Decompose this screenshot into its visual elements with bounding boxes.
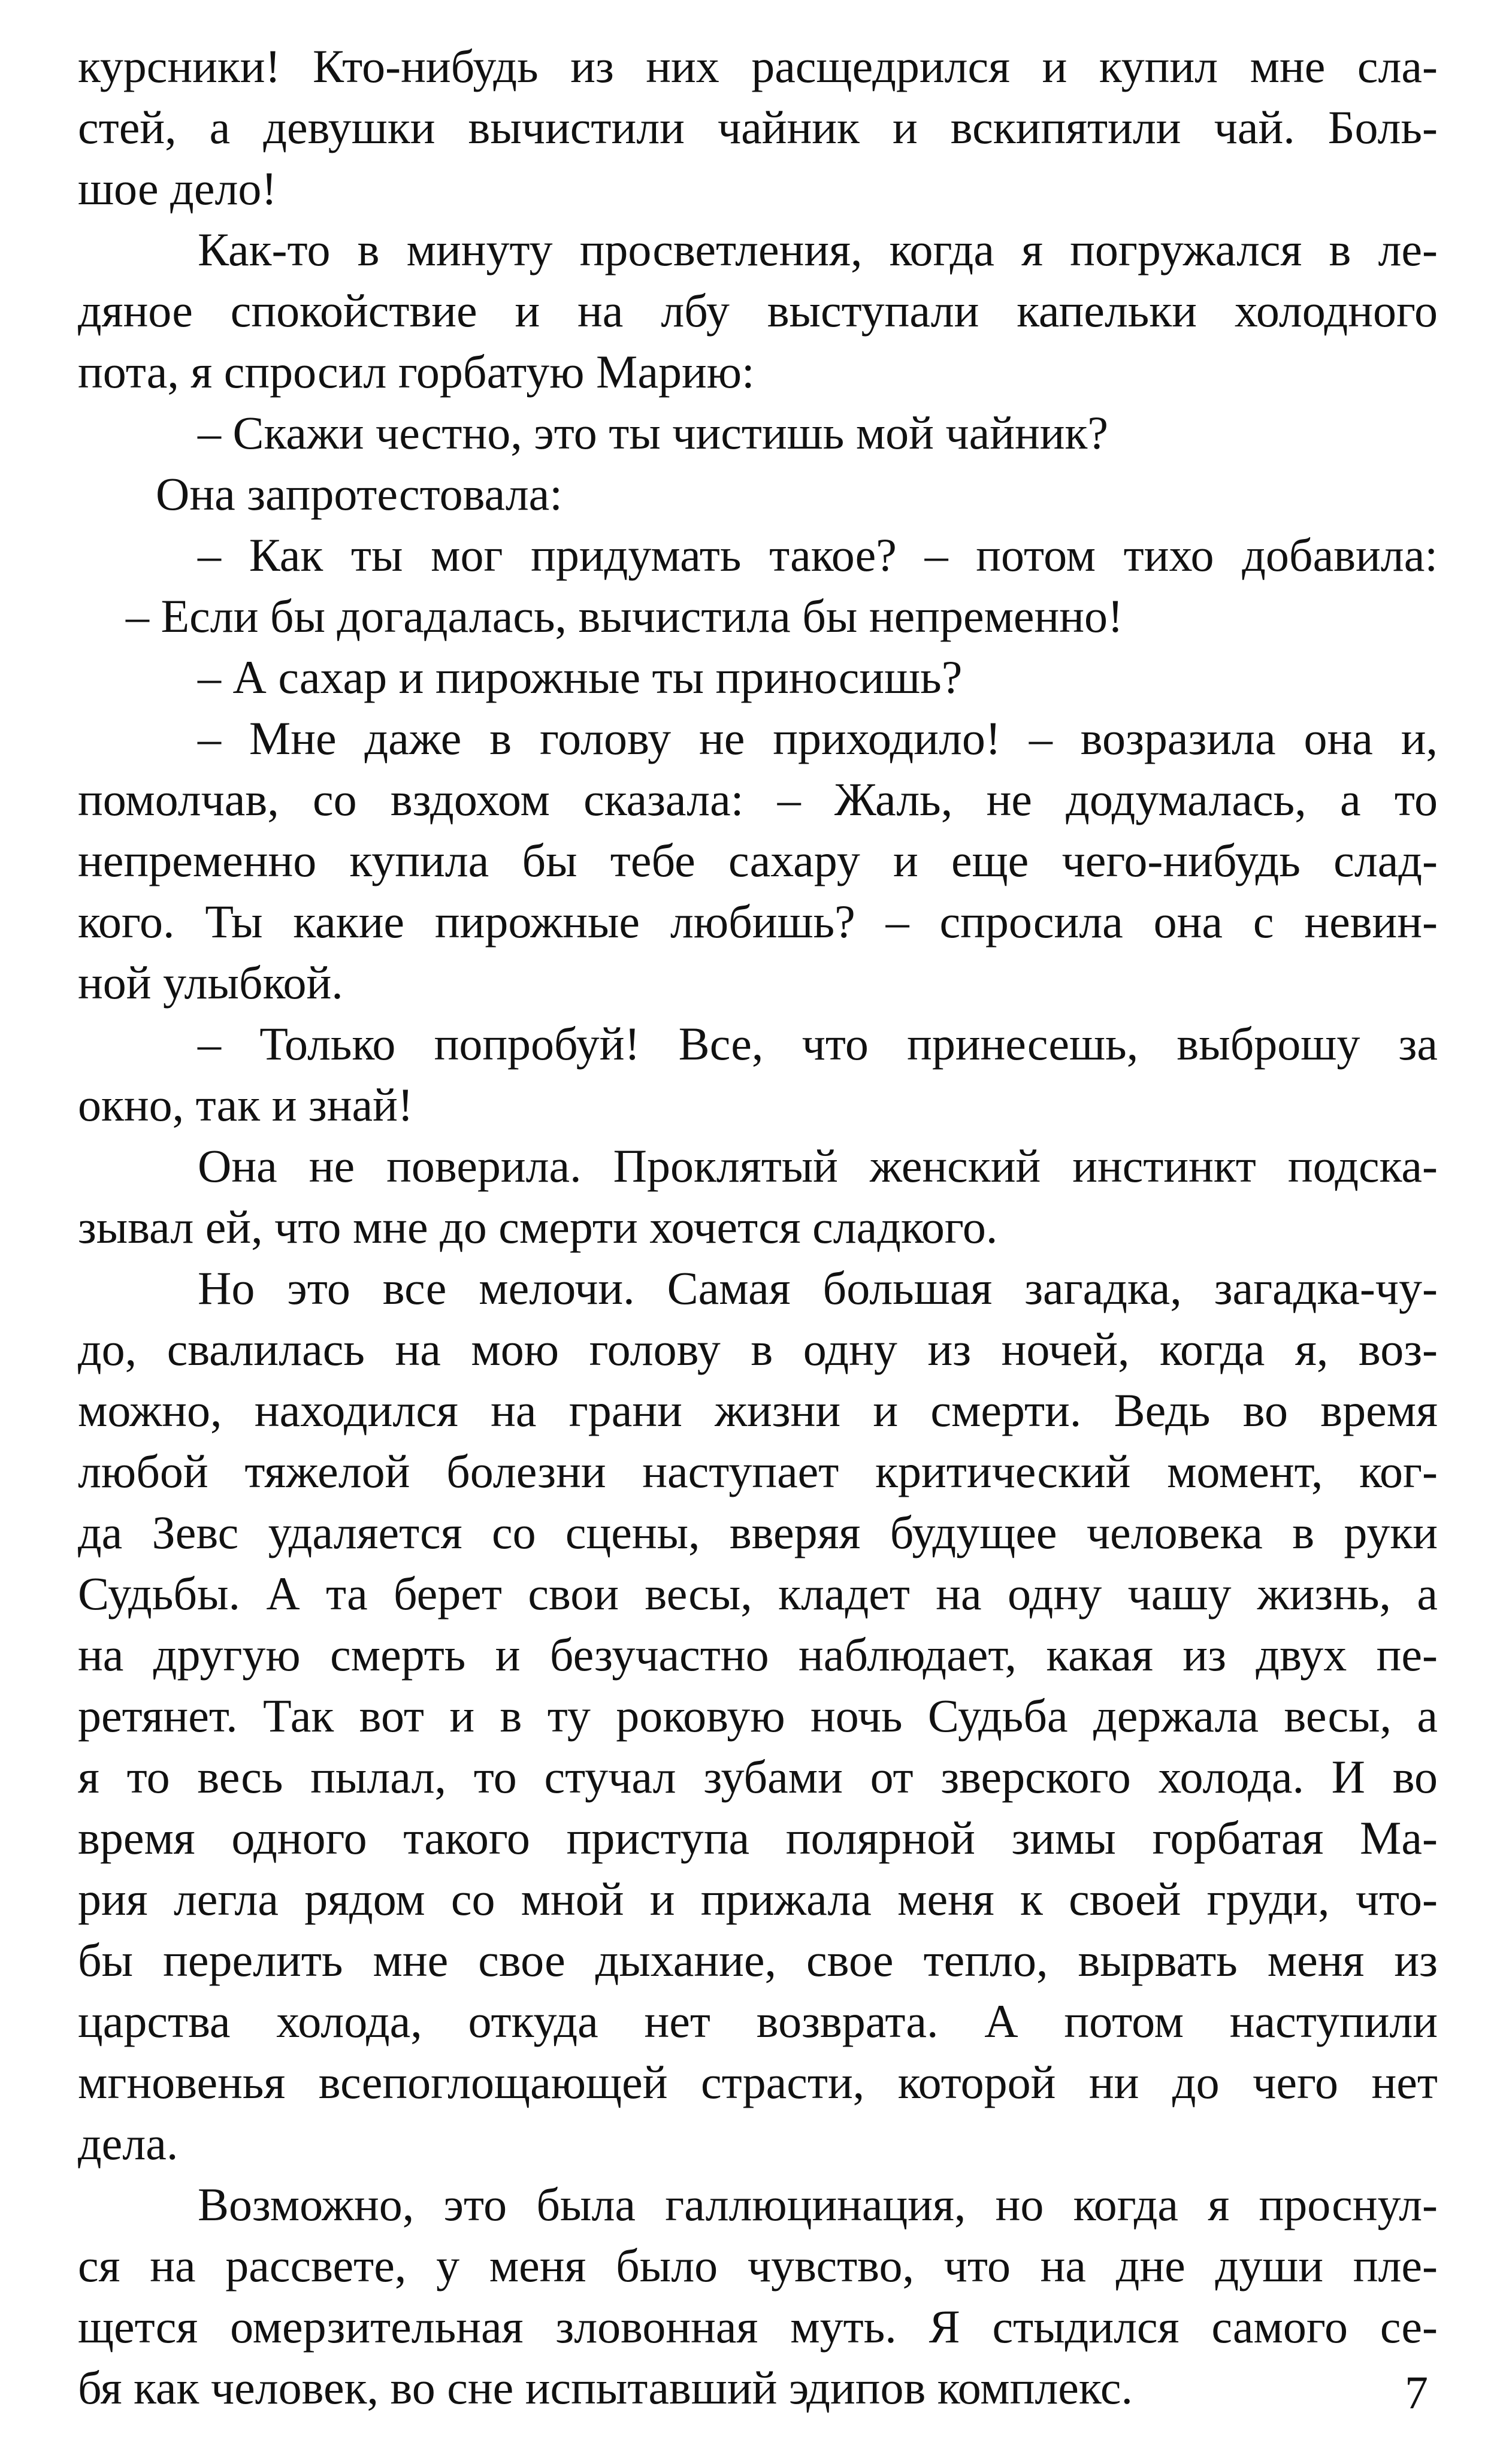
page-number: 7 [1405, 2366, 1428, 2418]
text-line: пота, я спросил горбатую Марию: [78, 346, 755, 398]
text-line: дяное спокойствие и на лбу выступали капельки холодного [78, 284, 1438, 337]
text-line: да Зевс удаляется со сцены, вверяя будущее человека в руки [78, 1506, 1438, 1558]
text-line: Возможно, это была галлюцинация, но когда я проснул- [198, 2178, 1438, 2230]
text-line: время одного такого приступа полярной зимы горбатая Ма- [78, 1812, 1438, 1864]
text-line: – Скажи честно, это ты чистишь мой чайник? [198, 407, 1109, 459]
text-line: ся на рассвете, у меня было чувство, что на дне души пле- [78, 2239, 1438, 2292]
text-line: – Только попробуй! Все, что принесешь, выброшу за [198, 1018, 1438, 1070]
text-line: – А сахар и пирожные ты приносишь? [198, 651, 963, 703]
text-line: ной улыбкой. [78, 956, 343, 1009]
text-line: окно, так и знай! [78, 1079, 413, 1131]
text-line: непременно купила бы тебе сахару и еще чего-нибудь слад- [78, 834, 1438, 886]
text-line: – Как ты мог придумать такое? – потом тихо добавила: [198, 529, 1438, 581]
text-line: Она не поверила. Проклятый женский инстинкт подска- [198, 1140, 1438, 1192]
text-line: на другую смерть и безучастно наблюдает, какая из двух пе- [78, 1628, 1438, 1681]
text-line: – Мне даже в голову не приходило! – возразила она и, [198, 712, 1438, 764]
text-line: царства холода, откуда нет возврата. А потом наступили [78, 1995, 1438, 2047]
text-line: помолчав, со вздохом сказала: – Жаль, не додумалась, а то [78, 773, 1438, 825]
text-line: я то весь пылал, то стучал зубами от зверского холода. И во [78, 1751, 1438, 1803]
text-line: бы перелить мне свое дыхание, свое тепло, вырвать меня из [78, 1934, 1438, 1986]
text-line: щется омерзительная зловонная муть. Я стыдился самого се- [78, 2300, 1438, 2353]
text-line: кого. Ты какие пирожные любишь? – спросила она с невин- [78, 895, 1438, 948]
text-line: ретянет. Так вот и в ту роковую ночь Судьба держала весы, а [78, 1690, 1438, 1742]
text-line: рия легла рядом со мной и прижала меня к своей груди, что- [78, 1873, 1438, 1925]
text-line: – Если бы догадалась, вычистила бы непременно! [126, 590, 1124, 642]
page-text [78, 36, 1438, 2418]
text-line: шое дело! [78, 162, 277, 214]
text-line: дела. [78, 2117, 179, 2169]
text-line: Она запротестовала: [156, 468, 562, 520]
text-line: зывал ей, что мне до смерти хочется сладкого. [78, 1201, 998, 1253]
text-line: курсники! Кто-нибудь из них расщедрился и купил мне сла- [78, 40, 1438, 92]
text-line: мгновенья всепоглощающей страсти, которой ни до чего нет [78, 2056, 1438, 2108]
text-line: стей, а девушки вычистили чайник и вскипятили чай. Боль- [78, 101, 1438, 153]
text-line: можно, находился на грани жизни и смерти. Ведь во время [78, 1384, 1438, 1436]
text-line: Но это все мелочи. Самая большая загадка, загадка-чу- [198, 1262, 1438, 1314]
text-line: бя как человек, во сне испытавший эдипов комплекс. [78, 2362, 1133, 2414]
text-line: до, свалилась на мою голову в одну из ночей, когда я, воз- [78, 1323, 1438, 1375]
text-line: Как-то в минуту просветления, когда я погружался в ле- [198, 223, 1438, 276]
text-line: Судьбы. А та берет свои весы, кладет на одну чашу жизнь, а [78, 1567, 1438, 1620]
text-line: любой тяжелой болезни наступает критический момент, ког- [78, 1445, 1438, 1497]
